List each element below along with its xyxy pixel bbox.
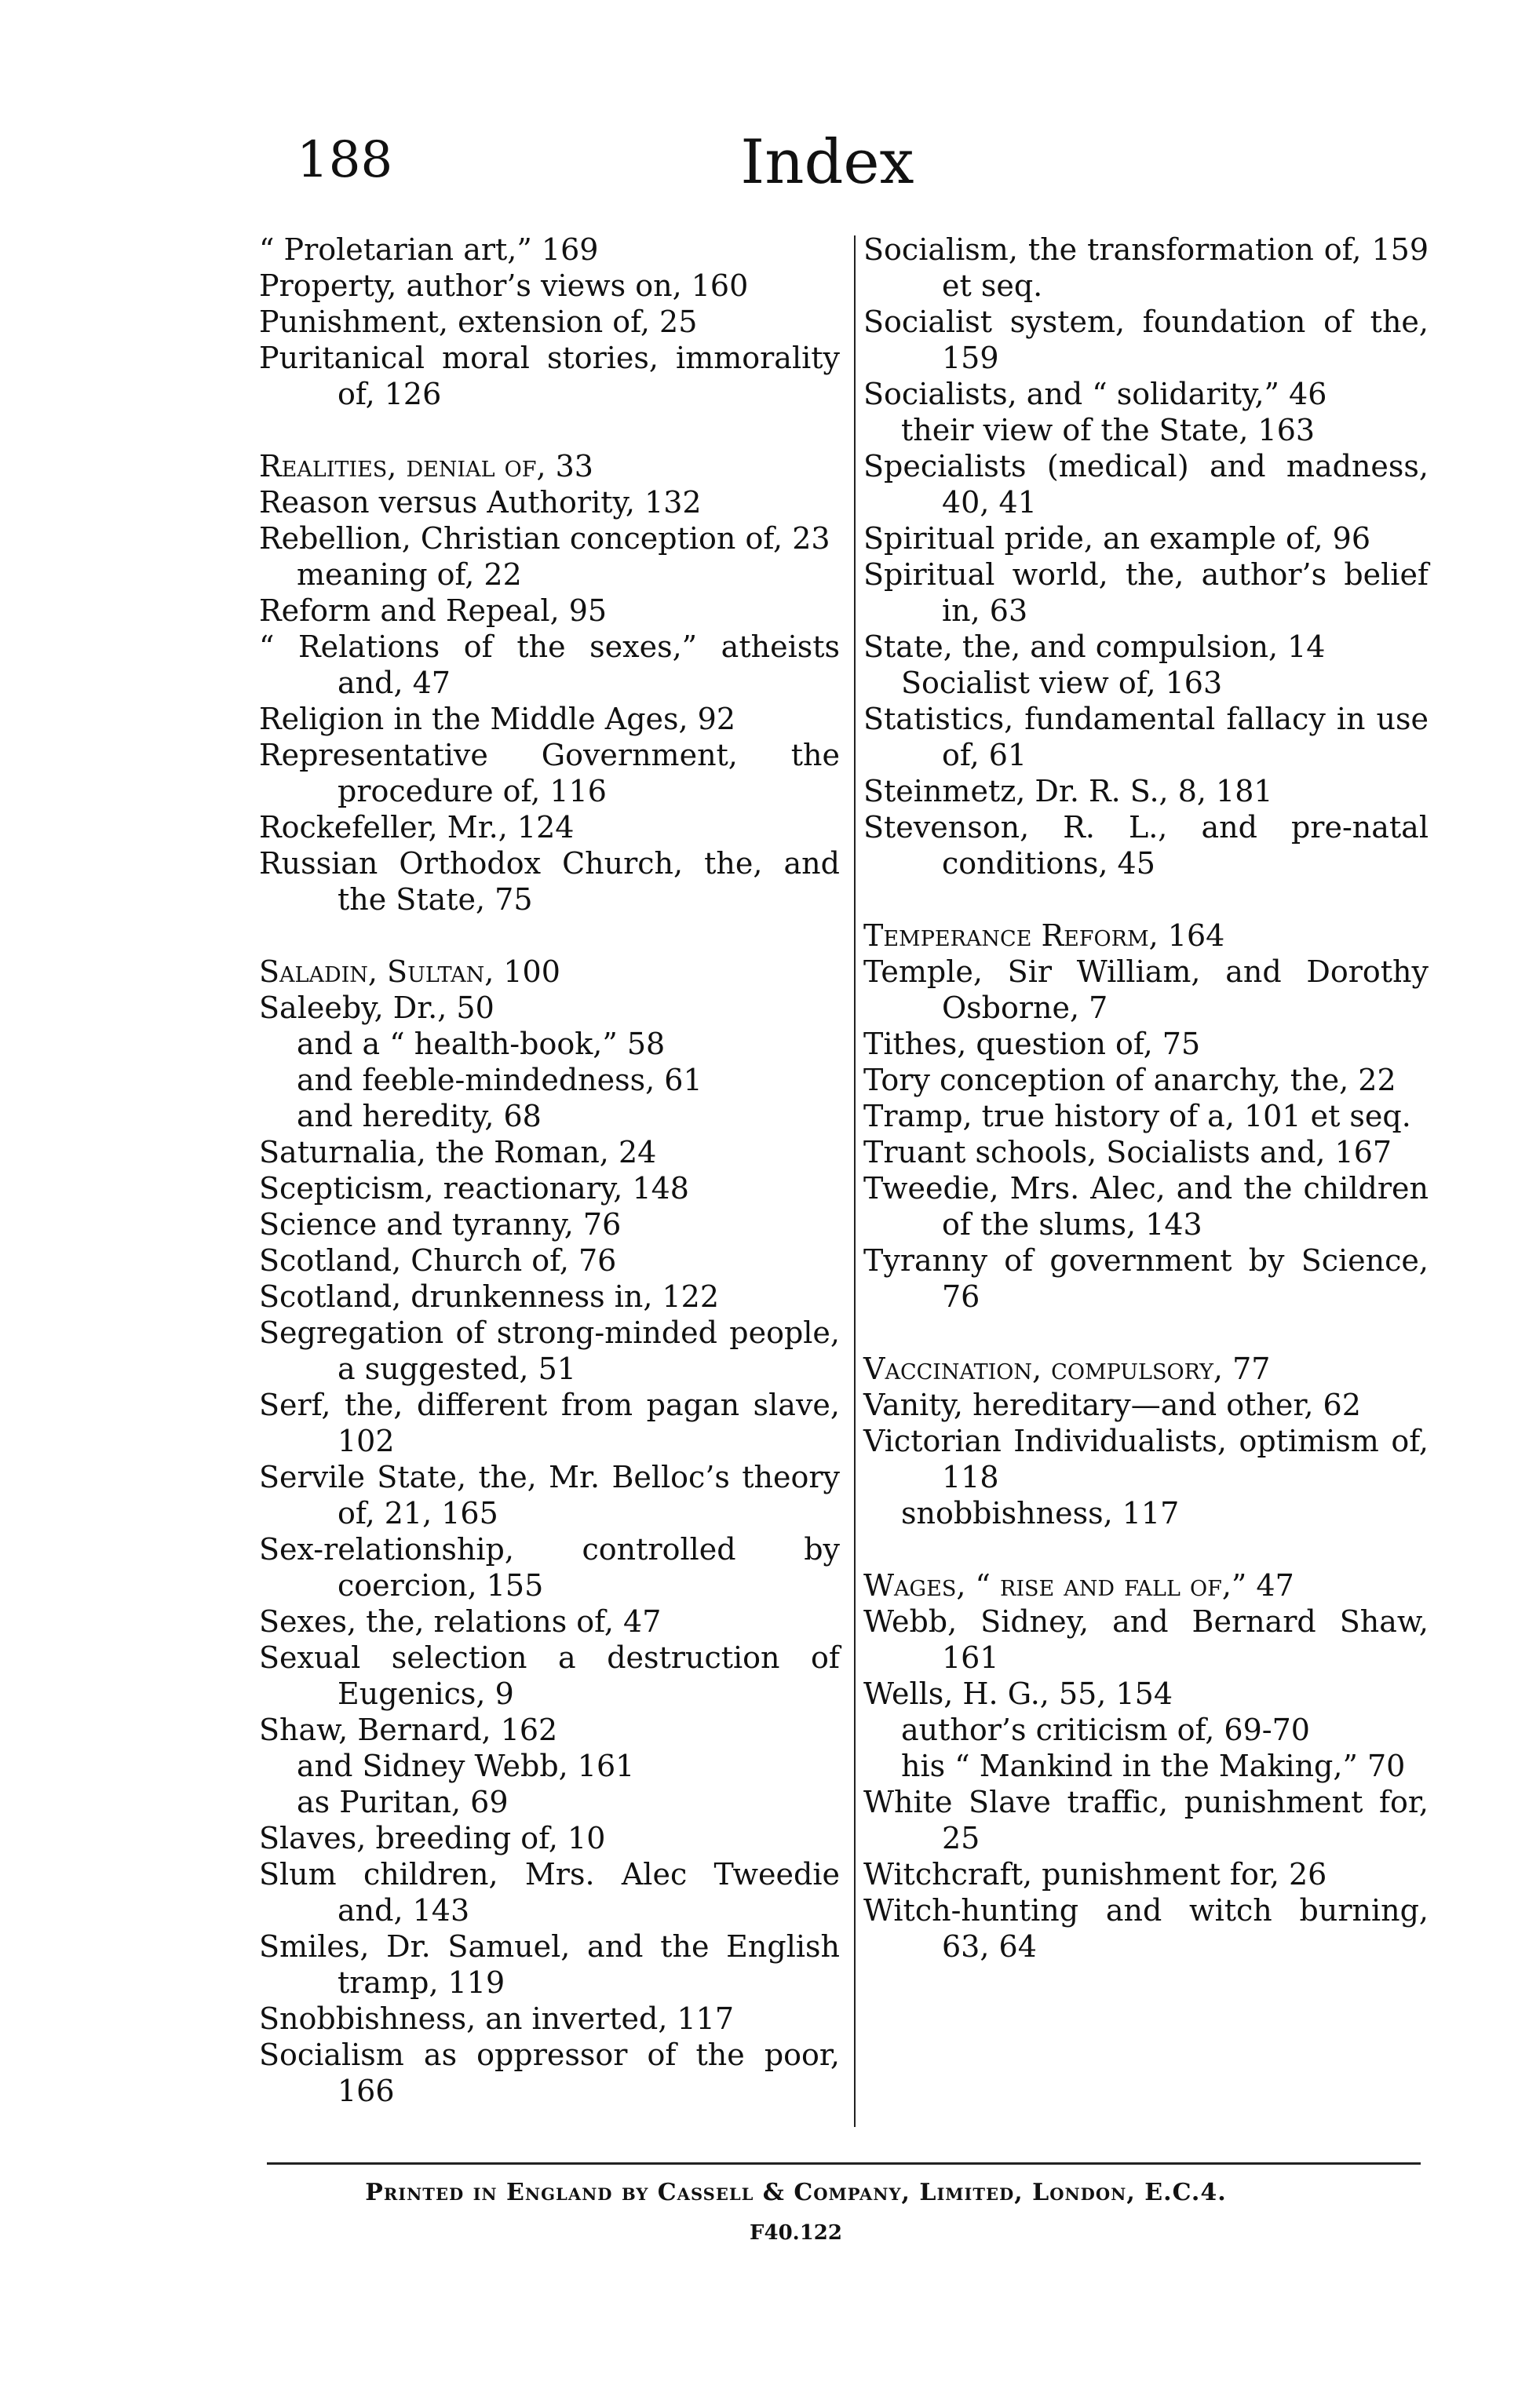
index-entry: Socialist system, foundation of the, 159 [863,305,1429,375]
index-column-right [863,232,1429,1965]
index-entry: Tory conception of anarchy, the, 22 [863,1063,1396,1097]
index-entry: Science and tyranny, 76 [259,1207,622,1242]
index-entry: Vanity, hereditary—and other, 62 [863,1388,1361,1422]
index-entry: Scotland, drunkenness in, 122 [259,1279,720,1314]
index-entry: Puritanical moral stories, immorality of, 126 [259,341,840,411]
index-entry: Wells, H. G., 55, 154 [863,1676,1173,1711]
index-entry: Shaw, Bernard, 162 [259,1713,558,1747]
index-entry: Statistics, fundamental fallacy in use of, 61 [863,702,1429,772]
index-entry: Saleeby, Dr., 50 [259,991,494,1025]
index-entry: Socialism as oppressor of the poor, 166 [259,2038,840,2108]
index-entry: Rebellion, Christian conception of, 23 [259,521,830,556]
index-entry: Temperance Reform, 164 [863,918,1225,953]
section-gap [863,1315,1429,1351]
section-gap [863,881,1429,918]
index-entry: Tweedie, Mrs. Alec, and the children of the slums, 143 [863,1171,1429,1242]
index-subentry: and a “ health-book,” 58 [297,1027,666,1061]
index-entry: Spiritual world, the, author’s belief in, 63 [863,557,1429,628]
index-entry: Segregation of strong-minded people, a suggested, 51 [259,1315,840,1386]
index-entry: Scepticism, reactionary, 148 [259,1171,689,1206]
index-entry: Sexual selection a destruction of Eugenics, 9 [259,1640,840,1711]
index-subentry: author’s criticism of, 69-70 [901,1713,1310,1747]
index-entry: White Slave traffic, punishment for, 25 [863,1785,1429,1855]
index-entry: Tithes, question of, 75 [863,1027,1201,1061]
index-subentry: and feeble-mindedness, 61 [297,1063,702,1097]
index-entry: Slum children, Mrs. Alec Tweedie and, 143 [259,1857,840,1928]
index-entry: Stevenson, R. L., and pre-natal conditions, 45 [863,810,1429,881]
section-gap [259,412,840,448]
index-entry: Witch-hunting and witch burning, 63, 64 [863,1893,1429,1964]
index-subentry: their view of the State, 163 [901,413,1316,447]
index-subentry: meaning of, 22 [297,557,522,592]
index-subentry: his “ Mankind in the Making,” 70 [901,1749,1406,1783]
index-entry: Servile State, the, Mr. Belloc’s theory of, 21, 165 [259,1460,840,1531]
index-entry: State, the, and compulsion, 14 [863,629,1326,664]
printer-imprint: Printed in England by Cassell & Company, Limited, London, E.C.4. [365,2179,1227,2206]
index-subentry: snobbishness, 117 [901,1496,1180,1531]
index-entry: Sexes, the, relations of, 47 [259,1604,662,1639]
index-entry: Vaccination, compulsory, 77 [863,1352,1271,1386]
index-entry: Steinmetz, Dr. R. S., 8, 181 [863,774,1273,808]
index-entry: Scotland, Church of, 76 [259,1243,617,1278]
index-subentry: and heredity, 68 [297,1099,542,1133]
index-entry: Tyranny of government by Science, 76 [863,1243,1429,1314]
index-entry: Snobbishness, an inverted, 117 [259,2001,735,2036]
index-entry: Sex-relationship, controlled by coercion, 155 [259,1532,840,1603]
index-entry: Realities, denial of, 33 [259,449,593,483]
index-entry: Punishment, extension of, 25 [259,305,698,339]
index-entry: Reason versus Authority, 132 [259,485,702,520]
index-entry: Saladin, Sultan, 100 [259,954,560,989]
index-entry: Truant schools, Socialists and, 167 [863,1135,1392,1169]
index-entry: Slaves, breeding of, 10 [259,1821,606,1855]
index-entry: “ Relations of the sexes,” atheists and, 47 [259,629,840,700]
footer-rule [267,2162,1421,2165]
index-entry: Witchcraft, punishment for, 26 [863,1857,1327,1892]
index-entry: Socialism, the transformation of, 159 et seq. [863,232,1429,303]
index-entry: Socialists, and “ solidarity,” 46 [863,377,1327,411]
index-entry: Victorian Individualists, optimism of, 118 [863,1424,1429,1494]
index-entry: Specialists (medical) and madness, 40, 41 [863,449,1429,520]
section-gap [863,1531,1429,1567]
index-subentry: and Sidney Webb, 161 [297,1749,635,1783]
index-entry: Representative Government, the procedure of, 116 [259,738,840,808]
index-subentry: as Puritan, 69 [297,1785,509,1819]
page-number: 188 [297,131,393,189]
index-entry: Russian Orthodox Church, the, and the State, 75 [259,846,840,917]
index-entry: Tramp, true history of a, 101 et seq. [863,1099,1411,1133]
index-entry: Rockefeller, Mr., 124 [259,810,575,845]
index-subentry: Socialist view of, 163 [901,666,1223,700]
index-entry: Webb, Sidney, and Bernard Shaw, 161 [863,1604,1429,1675]
index-column-left [259,232,840,2109]
index-entry: Serf, the, different from pagan slave, 102 [259,1388,840,1458]
column-divider [854,235,856,2127]
index-entry: Smiles, Dr. Samuel, and the English tramp, 119 [259,1929,840,2000]
index-entry: Religion in the Middle Ages, 92 [259,702,736,736]
index-entry: “ Proletarian art,” 169 [259,232,599,267]
page-title: Index [740,127,914,198]
index-entry: Wages, “ rise and fall of,” 47 [863,1568,1294,1603]
index-entry: Spiritual pride, an example of, 96 [863,521,1371,556]
index-entry: Temple, Sir William, and Dorothy Osborne, 7 [863,954,1429,1025]
section-gap [259,918,840,954]
index-entry: Saturnalia, the Roman, 24 [259,1135,657,1169]
print-code: F40.122 [750,2221,842,2245]
index-entry: Reform and Repeal, 95 [259,593,608,628]
index-entry: Property, author’s views on, 160 [259,268,749,303]
